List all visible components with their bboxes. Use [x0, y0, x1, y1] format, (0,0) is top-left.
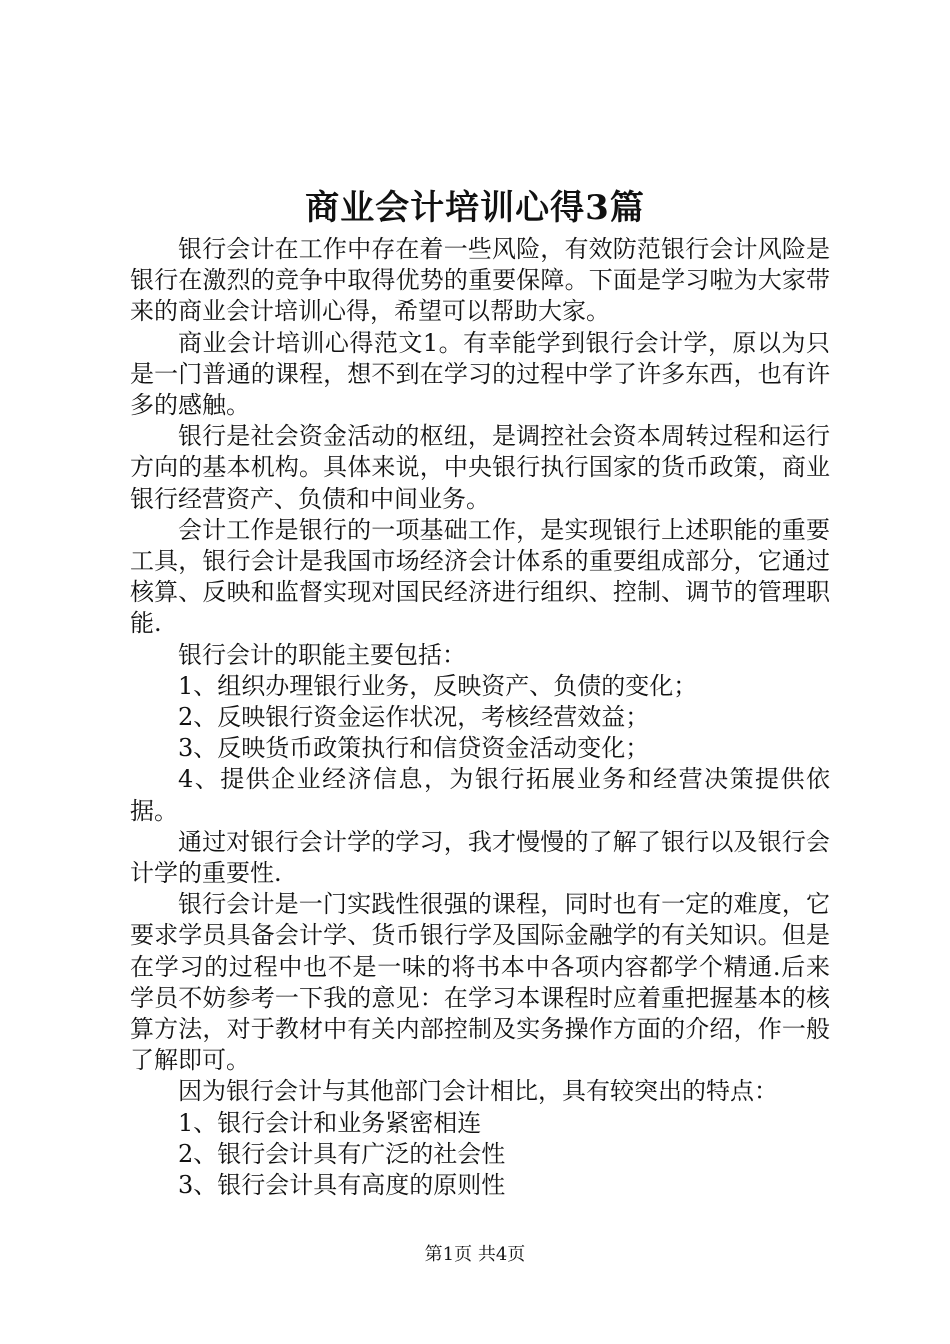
paragraph-sample-1: 商业会计培训心得范文1。有幸能学到银行会计学，原以为只是一门普通的课程，想不到在学习的过程中学了许多东西，也有许多的感触。 [130, 328, 830, 420]
document-body [130, 234, 830, 1201]
list-item-feature-2: 2、银行会计具有广泛的社会性 [178, 1139, 506, 1168]
paragraph-accounting-work: 会计工作是银行的一项基础工作，是实现银行上述职能的重要工具，银行会计是我国市场经济会计体系的重要组成部分，它通过核算、反映和监督实现对国民经济进行组织、控制、调节的管理职能. [130, 515, 830, 638]
list-item-function-1: 1、组织办理银行业务，反映资产、负债的变化； [178, 671, 698, 700]
paragraph-learning: 通过对银行会计学的学习，我才慢慢的了解了银行以及银行会计学的重要性. [130, 827, 830, 888]
list-item-function-3: 3、反映货币政策执行和信贷资金活动变化； [178, 734, 650, 763]
document-title: 商业会计培训心得3篇 [305, 188, 645, 228]
list-item-function-4: 4、提供企业经济信息，为银行拓展业务和经营决策提供依据。 [130, 765, 830, 825]
paragraph-advice: 银行会计是一门实践性很强的课程，同时也有一定的难度，它要求学员具备会计学、货币银行学及国际金融学的有关知识。但是在学习的过程中也不是一味的将书本中各项内容都学个精通.后来学员不妨参考一下我的意见：在学习本课程时应着重把握基本的核算方法，对于教材中有关内部控制及实务操作方面的介绍，作一般了解即可。 [130, 890, 830, 1075]
paragraph-intro: 银行会计在工作中存在着一些风险，有效防范银行会计风险是银行在激烈的竞争中取得优势的重要保障。下面是学习啦为大家带来的商业会计培训心得，希望可以帮助大家。 [130, 235, 830, 326]
list-item-function-2: 2、反映银行资金运作状况，考核经营效益； [178, 703, 650, 732]
list-item-feature-1: 1、银行会计和业务紧密相连 [178, 1108, 482, 1137]
page-footer: 第1页 共4页 [424, 1244, 526, 1265]
list-item-feature-3: 3、银行会计具有高度的原则性 [178, 1171, 506, 1200]
paragraph-features-heading: 因为银行会计与其他部门会计相比，具有较突出的特点： [178, 1077, 778, 1106]
paragraph-bank-role: 银行是社会资金活动的枢纽，是调控社会资本周转过程和运行方向的基本机构。具体来说，中央银行执行国家的货币政策，商业银行经营资产、负债和中间业务。 [130, 422, 830, 513]
paragraph-functions-heading: 银行会计的职能主要包括： [178, 640, 466, 669]
